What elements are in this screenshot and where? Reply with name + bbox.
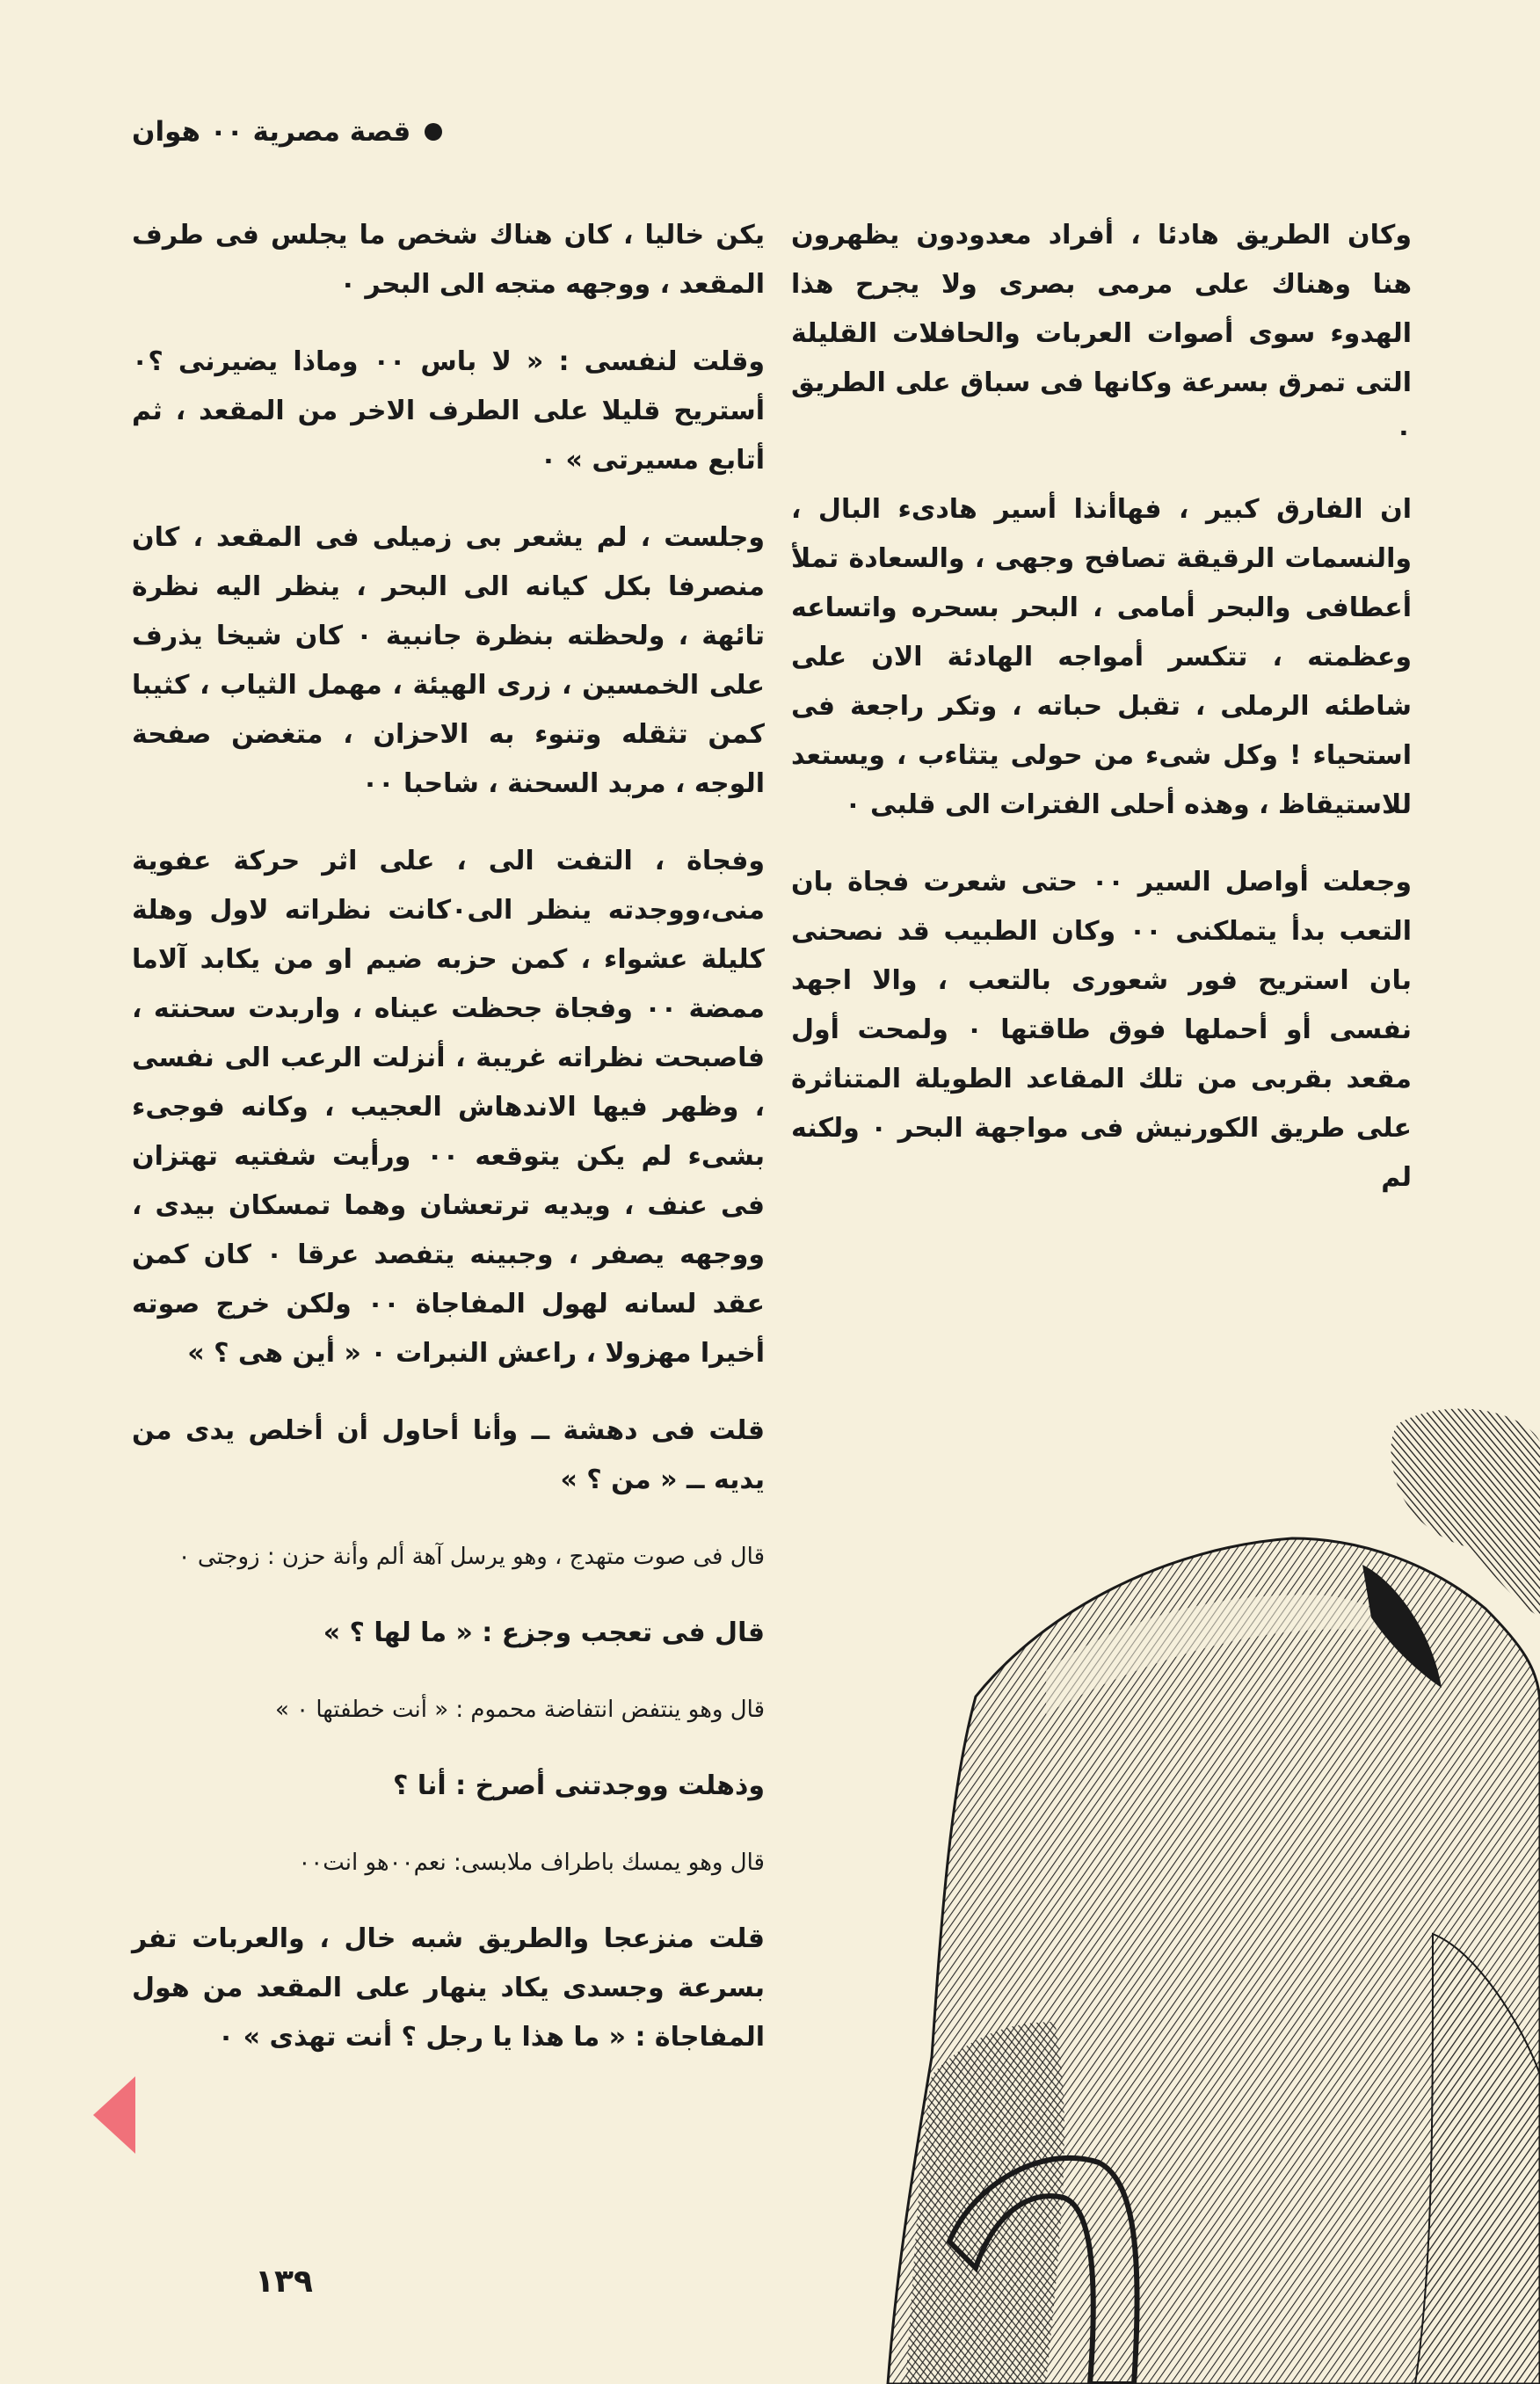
pink-marker-icon [93, 2076, 135, 2154]
paragraph: قال وهو ينتفض انتفاضة محموم : « أنت خطفتها ٠ » [274, 1697, 765, 1723]
paragraph: ان الفارق كبير ، فهاأنذا أسير هادىء البال ، والنسمات الرقيقة تصافح وجهى ، والسعادة تملأ أعطافى والبحر أمامى ، البحر بسحره واتساعه وعظمته ، تتكسر أمواجه الهادئة الان على شاطئه الرملى ، تقبل حباته ، وتكر راجعة فى استحياء ! وكل شىء من حولى يتثاءب ، ويستعد للاستيقاظ ، وهذه أحلى الفترات الى قلبى ٠ [791, 494, 1412, 820]
header-title: قصة مصرية ٠٠ هوان [132, 116, 411, 148]
paragraph: قلت منزعجا والطريق شبه خال ، والعربات تفر بسرعة وجسدى يكاد ينهار على المقعد من هول المفاجاة : « ما هذا يا رجل ؟ أنت تهذى » ٠ [132, 1923, 765, 2053]
right-column [791, 211, 1412, 1231]
paragraph: قال فى تعجب وجزع : « ما لها ؟ » [323, 1617, 765, 1648]
paragraph: يكن خاليا ، كان هناك شخص ما يجلس فى طرف المقعد ، ووجهه متجه الى البحر ٠ [132, 220, 765, 300]
running-header [132, 116, 442, 148]
paragraph: وجعلت أواصل السير ٠٠ حتى شعرت فجاة بان التعب بدأ يتملكنى ٠٠ وكان الطبيب قد نصحنى بان استريح فور شعورى بالتعب ، والا اجهد نفسى أو أحملها فوق طاقتها ٠ ولمحت أول مقعد بقربى من تلك المقاعد الطويلة المتناثرة على طريق الكورنيش فى مواجهة البحر ٠ ولكنه لم [791, 867, 1413, 1193]
paragraph: وفجاة ، التفت الى ، على اثر حركة عفوية منى،ووجدته ينظر الى٠كانت نظراته لاول وهلة كليلة عشواء ، كمن حزبه ضيم او من يكابد آلاما ممضة ٠٠ وفجاة جحظت عيناه ، واربدت سحنته ، فاصبحت نظراته غريبة ، أنزلت الرعب الى نفسى ، وظهر فيها الاندهاش العجيب ، وكانه فوجىء بشىء لم يكن يتوقعه ٠٠ ورأيت شفتيه تهتزان فى عنف ، ويديه ترتعشان وهما تمسكان بيدى ، ووجهه يصفر ، وجبينه يتفصد عرقا ٠ كان كمن عقد لسانه لهول المفاجاة ٠٠ ولكن خرج صوته أخيرا مهزولا ، راعش النبرات ٠ « أين هى ؟ » [132, 846, 766, 1369]
paragraph: وكان الطريق هادئا ، أفراد معدودون يظهرون هنا وهناك على مرمى بصرى ولا يجرح هذا الهدوء سوى أصوات العربات والحافلات القليلة التى تمرق بسرعة وكانها فى سباق على الطريق ٠ [791, 220, 1412, 447]
paragraph: وذهلت ووجدتنى أصرخ : أنا ؟ [393, 1770, 765, 1801]
bullet-icon [425, 123, 442, 141]
ink-illustration [870, 1406, 1540, 2384]
left-column [132, 211, 765, 2090]
paragraph: وجلست ، لم يشعر بى زميلى فى المقعد ، كان منصرفا بكل كيانه الى البحر ، ينظر اليه نظرة تائهة ، ولحظته بنظرة جانبية ٠ كان شيخا يذرف على الخمسين ، زرى الهيئة ، مهمل الثياب ، كثيبا كمن تثقله وتنوء به الاحزان ، متغضن صفحة الوجه ، مربد السحنة ، شاحبا ٠٠ [132, 522, 765, 799]
paragraph: قال فى صوت متهدج ، وهو يرسل آهة ألم وأنة حزن : زوجتى ٠ [178, 1544, 765, 1570]
page-number: ١٣٩ [255, 2264, 313, 2300]
paragraph: وقلت لنفسى : « لا باس ٠٠ وماذا يضيرنى ؟٠ أستريح قليلا على الطرف الاخر من المقعد ، ثم أتابع مسيرتى » ٠ [132, 346, 765, 476]
paragraph: قلت فى دهشة ــ وأنا أحاول أن أخلص يدى من يديه ــ « من ؟ » [132, 1415, 765, 1495]
paragraph: قال وهو يمسك باطراف ملابسى: نعم٠٠هو انت٠٠ [298, 1850, 765, 1876]
